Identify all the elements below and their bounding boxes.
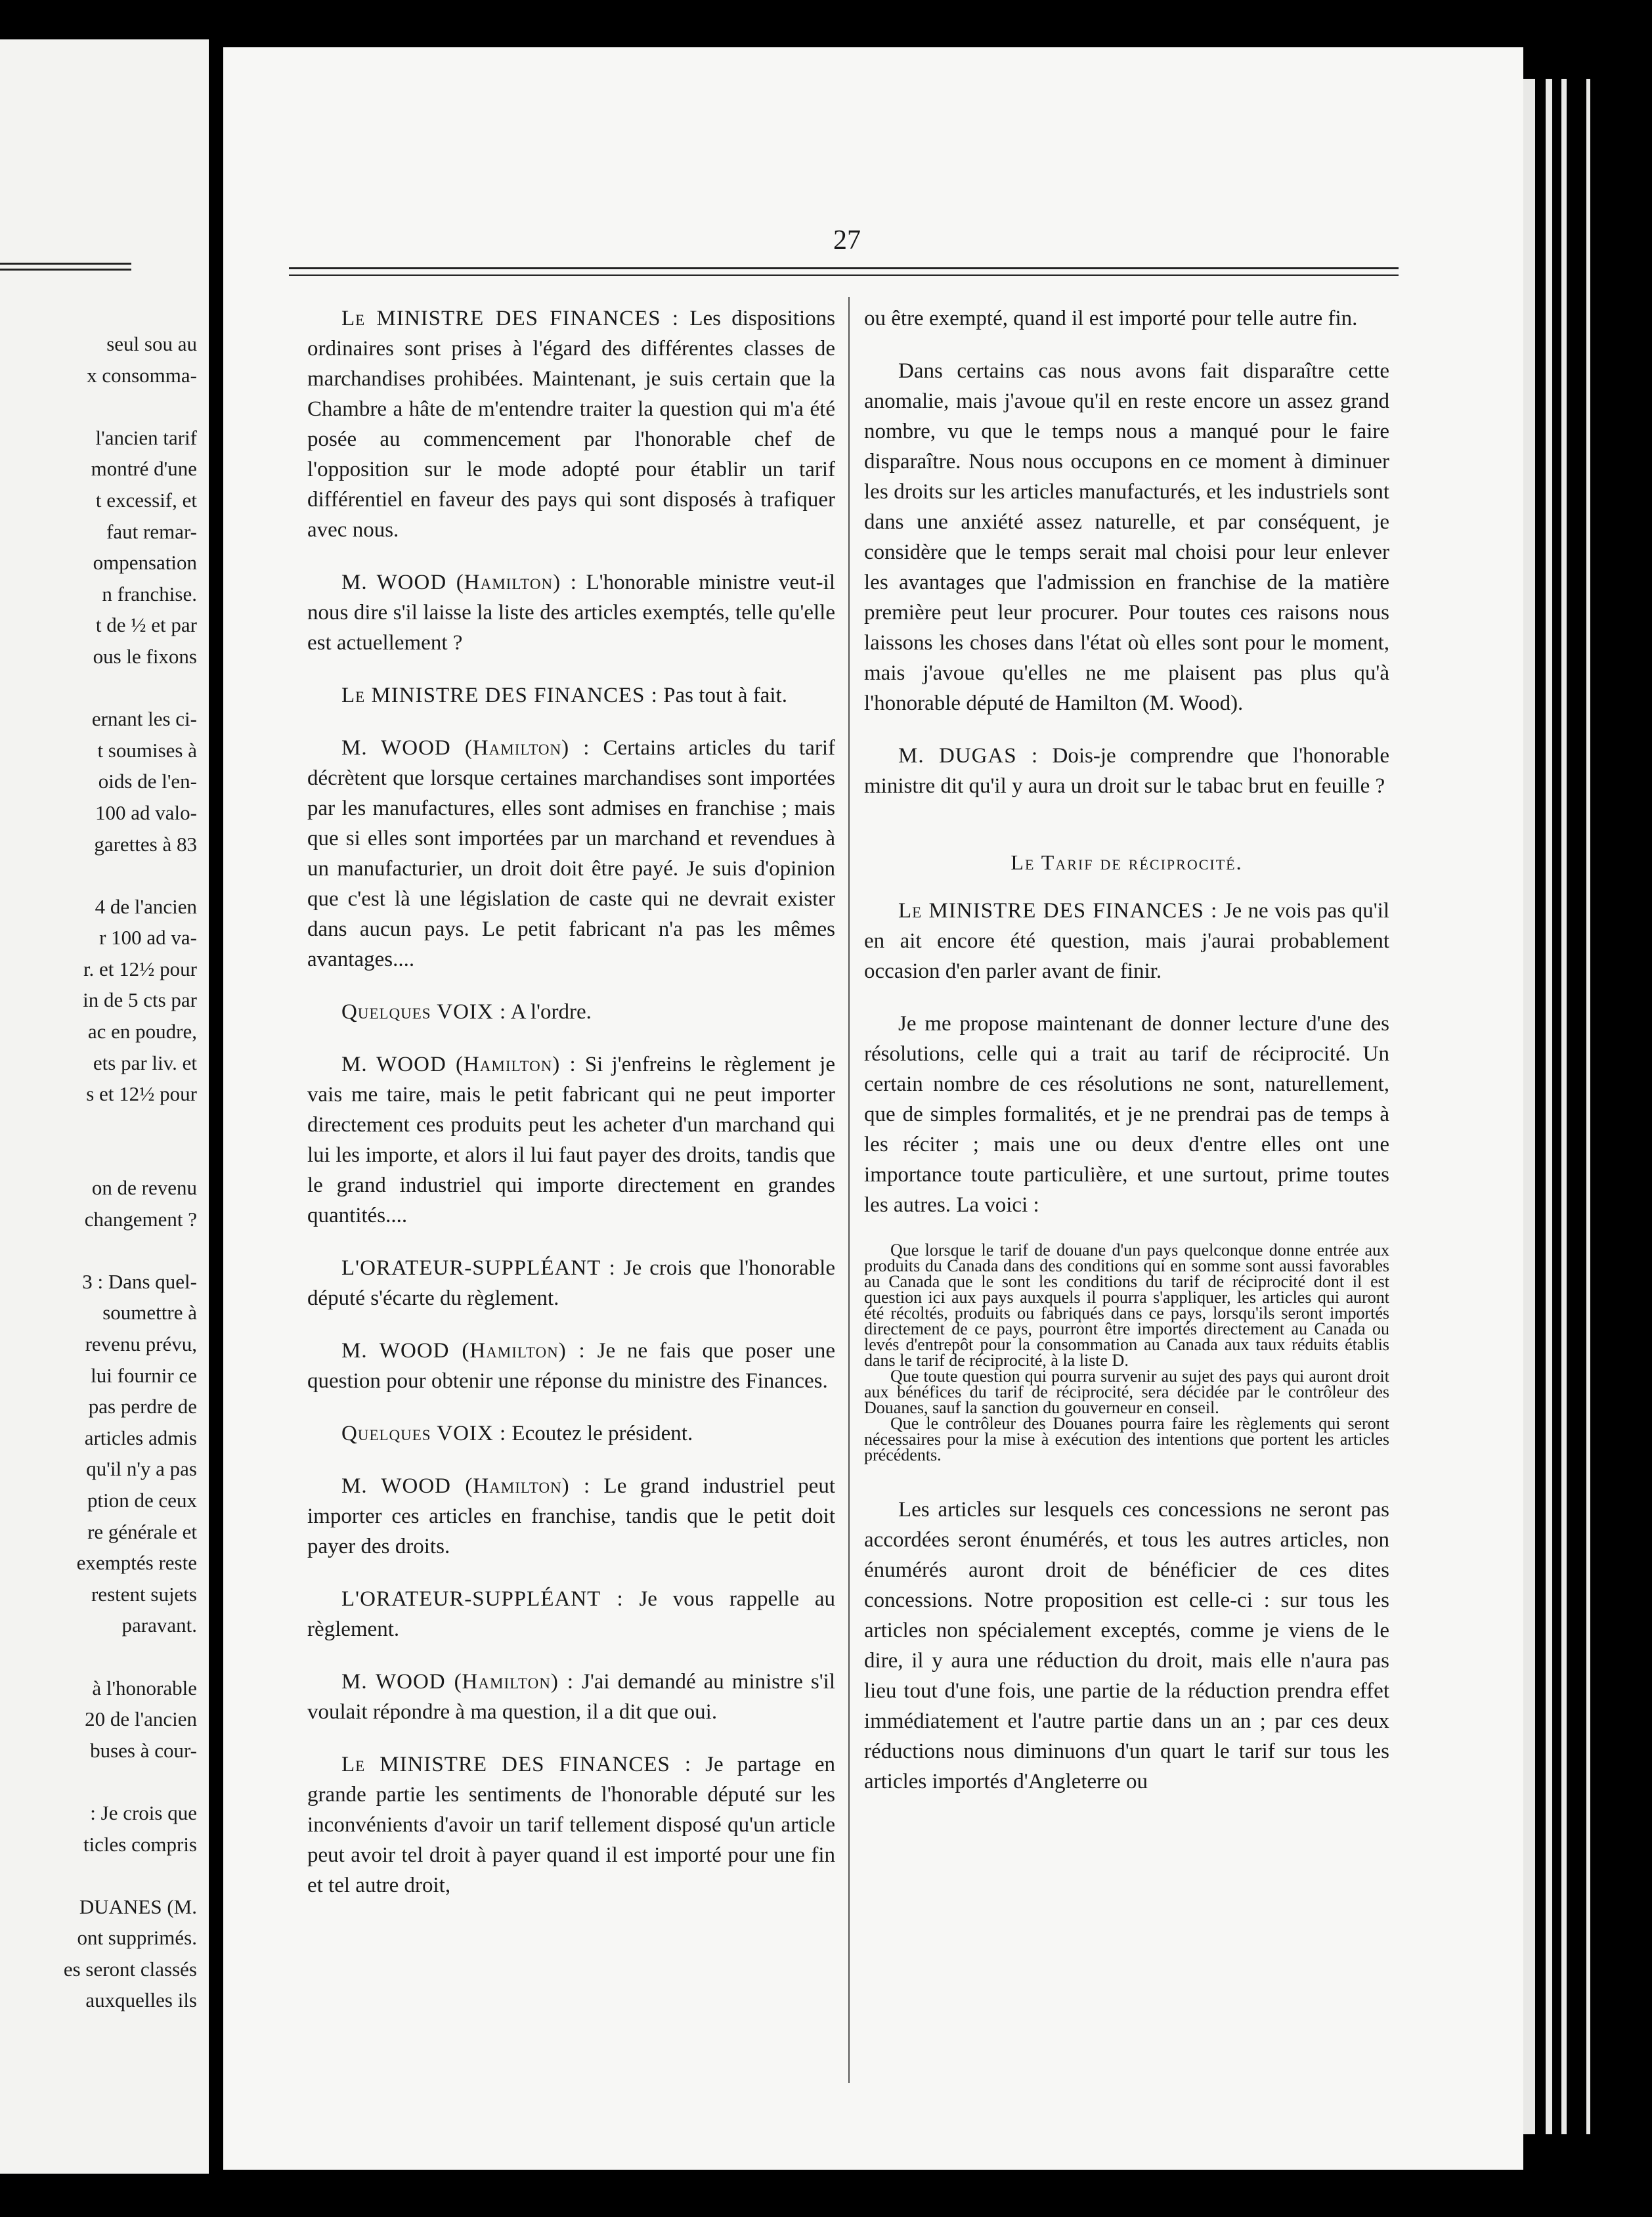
speech-text: Je ne vois pas qu'il en ait encore été question, mais j'aurai probablement occasion d'en parler avant de finir. [864, 899, 1389, 983]
speech-paragraph [307, 567, 835, 658]
left-page-fragment [0, 39, 209, 2174]
left-page-line: changement ? [84, 1207, 197, 1231]
speech-text: Les dispositions ordinaires sont prises à l'égard des différentes classes de marchandises prohibées. Maintenant, je suis certain que la Chambre a hâte de m'entendre traiter la question qui m'a été posée au commencement par l'honorable chef de l'opposition sur le mode adopté pour établir un tarif différentiel en faveur des pays qui sont disposés à trafiquer avec nous. [307, 307, 835, 542]
speaker-name: M. WOOD (Hamilton) : [341, 1053, 576, 1076]
left-page-line: DUANES (M. [79, 1895, 197, 1918]
left-page-line: re générale et [87, 1520, 197, 1543]
left-page-line: s et 12½ pour [86, 1082, 197, 1106]
speaker-name: Quelques VOIX : [341, 1000, 507, 1024]
left-page-line: auxquelles ils [85, 1988, 197, 2012]
speech-paragraph [307, 1049, 835, 1231]
speaker-name: Le MINISTRE DES FINANCES : [341, 307, 680, 330]
left-page-line: ous le fixons [93, 644, 197, 668]
speech-text: Pas tout à fait. [663, 684, 787, 707]
left-page-line: 100 ad valo- [95, 801, 197, 824]
speech-text: Si j'enfreins le règlement je vais me taire, mais le petit fabricant qui ne peut importer directement ces produits peut les acheter d'un marchand qui lui les importe, et alors il lui faut payer des droits, tandis que le grand industriel qui importe directement en grandes quantités.... [307, 1053, 835, 1227]
left-page-line: exemptés reste [76, 1551, 197, 1575]
left-page-line: 20 de l'ancien [85, 1707, 197, 1731]
speaker-name: M. WOOD (Hamilton) : [341, 1670, 575, 1694]
left-page-line: l'ancien tarif [95, 426, 197, 449]
left-page-line: lui fournir ce [91, 1363, 197, 1387]
speaker-name: M. WOOD (Hamilton) : [341, 571, 577, 594]
speech-paragraph [864, 741, 1389, 801]
speech-paragraph [864, 896, 1389, 986]
speaker-name: M. WOOD (Hamilton) : [341, 1339, 586, 1363]
document-page [223, 47, 1523, 2170]
speech-text: Certains articles du tarif décrètent que lorsque certaines marchandises sont importées par les manufactures, elles sont admises en franchise ; mais que si elles sont importées par un marchand et revendues à un manufacturier, un droit doit être payé. Je suis d'opinion que c'est là une législation de caste qui ne devrait exister dans aucun pays. Le petit fabricant n'a pas les mêmes avantages.... [307, 736, 835, 971]
resolution-clause: Que le contrôleur des Douanes pourra faire les règlements qui seront nécessaires pour la mise à exécution des intentions que portent les articles précédents. [864, 1414, 1389, 1464]
speech-paragraph [307, 1418, 835, 1449]
left-page-line: à l'honorable [92, 1676, 197, 1700]
left-page-line: r 100 ad va- [99, 926, 197, 950]
body-paragraph: Les articles sur lesquels ces concessions ne seront pas accordées seront énumérés, et tous les autres articles, non énumérés auront droit de bénéficier de ces dites concessions. Notre proposition est celle-ci : sur tous les articles non spécialement exceptés, comme je viens de le dire, il y aura une réduction du droit, mais elle n'aura pas lieu tout d'une fois, une partie de la réduction prendra effet immédiatement et l'autre partie dans un an ; par ces deux réductions nous diminuons d'un quart le tarif sur tous les articles importés d'Angleterre ou [864, 1498, 1389, 1793]
column-divider [848, 297, 850, 2083]
header-rule [289, 267, 1399, 276]
left-page-line: t soumises à [97, 738, 197, 762]
speaker-name: Le MINISTRE DES FINANCES : [341, 684, 658, 707]
speech-paragraph [307, 1667, 835, 1727]
left-page-line [0, 1110, 197, 1141]
speech-text: L'honorable ministre veut-il nous dire s'il laisse la liste des articles exemptés, telle qu'elle est actuellement ? [307, 571, 836, 655]
left-page-line [0, 2016, 197, 2048]
speaker-name: Le MINISTRE DES FINANCES : [341, 1753, 692, 1776]
speaker-name: M. WOOD (Hamilton) : [341, 1474, 591, 1498]
left-page-line: ac en poudre, [87, 1020, 197, 1043]
speech-text: Je ne fais que poser une question pour obtenir une réponse du ministre des Finances. [307, 1339, 835, 1393]
left-page-line: montré d'une [91, 457, 197, 481]
left-page-line: n franchise. [102, 582, 197, 605]
left-page-line: buses à cour- [90, 1738, 197, 1762]
right-column [864, 303, 1389, 1819]
left-page-line: ticles compris [83, 1832, 197, 1856]
left-page-line: faut remar- [106, 519, 197, 543]
left-page-line: ption de ceux [87, 1488, 197, 1512]
left-page-line: r. et 12½ pour [83, 957, 197, 980]
speech-text: Je vous rappelle au règlement. [307, 1587, 836, 1641]
continuation-paragraph: ou être exempté, quand il est importé pour telle autre fin. [864, 307, 1358, 330]
left-page-line: paravant. [121, 1613, 197, 1637]
left-column [307, 303, 835, 1923]
left-page-line [0, 1235, 197, 1266]
body-paragraph: Dans certains cas nous avons fait disparaître cette anomalie, mais j'avoue qu'il en reste encore un assez grand nombre, vu que le temps nous a manqué pour le faire disparaître. Nous nous occupons en ce moment à diminuer les droits sur les articles manufacturés, et les industriels sont dans une anxiété assez naturelle, et par conséquent, je considère que le temps serait mal choisi pour leur enlever les avantages que l'admission en franchise de la matière première peut leur procurer. Pour toutes ces raisons nous laissons les choses dans l'état où elles sont pour le moment, mais j'avoue qu'elles ne me plaisent pas plus qu'à l'honorable député de Hamilton (M. Wood). [864, 359, 1389, 715]
speaker-name: Le MINISTRE DES FINANCES : [898, 899, 1218, 923]
left-page-line: articles admis [84, 1426, 197, 1449]
resolution-clause: Que lorsque le tarif de douane d'un pays quelconque donne entrée aux produits du Canada dans des conditions qui en somme sont aussi favorables au Canada que le sont les conditions du tarif de réciprocité dont il est question ici aux pays auxquels il pourra s'appliquer, les articles qui auront été récoltés, produits ou fabriqués dans ce pays, lorsqu'ils seront importés directement de ce pays, pourront être importés directement au Canada ou levés d'entrepôt pour la consommation au Canada aux taux réduits établis dans le tarif de réciprocité, à la liste D. [864, 1240, 1389, 1370]
speech-text: J'ai demandé au ministre s'il voulait répondre à ma question, il a dit que oui. [307, 1670, 835, 1724]
left-page-line: ernant les ci- [91, 707, 197, 731]
left-page-line: pas perdre de [88, 1395, 197, 1418]
speech-paragraph [307, 680, 835, 711]
left-page-rule [0, 263, 131, 271]
section-heading: Le Tarif de réciprocité. [1011, 850, 1243, 874]
left-page-line: 3 : Dans quel- [82, 1269, 197, 1293]
left-page-line [0, 391, 197, 422]
resolution-quote [864, 1242, 1389, 1463]
speech-text: A l'ordre. [510, 1000, 592, 1024]
left-page-line: es seront classés [63, 1957, 197, 1981]
left-page-line: t excessif, et [95, 488, 197, 512]
speech-paragraph [307, 1471, 835, 1562]
speech-text: Je crois que l'honorable député s'écarte du règlement. [307, 1256, 835, 1310]
left-page-line: ont supprimés. [77, 1926, 197, 1950]
left-page-line [0, 1141, 197, 1172]
left-page-line: ompensation [93, 551, 197, 575]
speech-paragraph [307, 733, 835, 975]
left-page-line: t de ½ et par [95, 613, 197, 637]
left-page-line: ets par liv. et [93, 1051, 197, 1074]
left-page-line: : Je crois que [90, 1801, 197, 1824]
left-page-line [0, 1860, 197, 1891]
speech-text: Le grand industriel peut importer ces articles en franchise, tandis que le petit doit payer des droits. [307, 1474, 836, 1558]
left-page-line: seul sou au [106, 332, 197, 355]
left-page-line: x consomma- [87, 363, 197, 387]
left-page-line [0, 672, 197, 704]
left-page-text [0, 328, 197, 2048]
left-page-line: 4 de l'ancien [95, 894, 197, 918]
speech-paragraph [307, 1253, 835, 1313]
left-page-line: restent sujets [91, 1582, 197, 1606]
left-page-line [0, 1766, 197, 1797]
left-page-line: garettes à 83 [94, 832, 197, 856]
body-paragraph: Je me propose maintenant de donner lecture d'une des résolutions, celle qui a trait au tarif de réciprocité. Un certain nombre de ces résolutions ne sont, naturellement, que de simples formalités, et je ne prendrai pas de temps à les réciter ; mais une ou deux d'entre elles ont une importance toute particulière, et une surtout, prime toutes les autres. La voici : [864, 1012, 1389, 1217]
speaker-name: L'ORATEUR-SUPPLÉANT : [341, 1587, 624, 1611]
speaker-name: M. DUGAS : [898, 744, 1039, 768]
speech-paragraph [307, 303, 835, 545]
speaker-name: Quelques VOIX : [341, 1422, 507, 1445]
speech-text: Dois-je comprendre que l'honorable ministre dit qu'il y aura un droit sur le tabac brut en feuille ? [864, 744, 1389, 798]
left-page-line: on de revenu [91, 1176, 197, 1200]
speaker-name: L'ORATEUR-SUPPLÉANT : [341, 1256, 616, 1280]
left-page-line: qu'il n'y a pas [86, 1457, 197, 1481]
speech-paragraph [307, 1749, 835, 1900]
speech-paragraph [307, 1584, 835, 1644]
speech-text: Ecoutez le président. [511, 1422, 693, 1445]
speech-paragraph [307, 1336, 835, 1396]
book-spine [209, 46, 223, 2161]
speech-paragraph [307, 997, 835, 1027]
left-page-line [0, 860, 197, 891]
left-page-line: soumettre à [102, 1301, 197, 1325]
left-page-line: revenu prévu, [85, 1332, 197, 1355]
page-edges [1523, 79, 1622, 2134]
left-page-line: oids de l'en- [98, 770, 197, 793]
page-number: 27 [833, 225, 861, 255]
resolution-clause: Que toute question qui pourra survenir au sujet des pays qui auront droit aux bénéfices du tarif de réciprocité, sera décidée par le contrôleur des Douanes, sauf la sanction du gouverneur en conseil. [864, 1367, 1389, 1417]
left-page-line [0, 1641, 197, 1673]
left-page-line: in de 5 cts par [83, 988, 197, 1012]
speech-text: Je partage en grande partie les sentiments de l'honorable député sur les inconvénients d'avoir un tarif tellement disposé qu'un article peut avoir tel droit à payer quand il est importé pour une fin et tel autre droit, [307, 1753, 835, 1897]
speaker-name: M. WOOD (Hamilton) : [341, 736, 590, 760]
